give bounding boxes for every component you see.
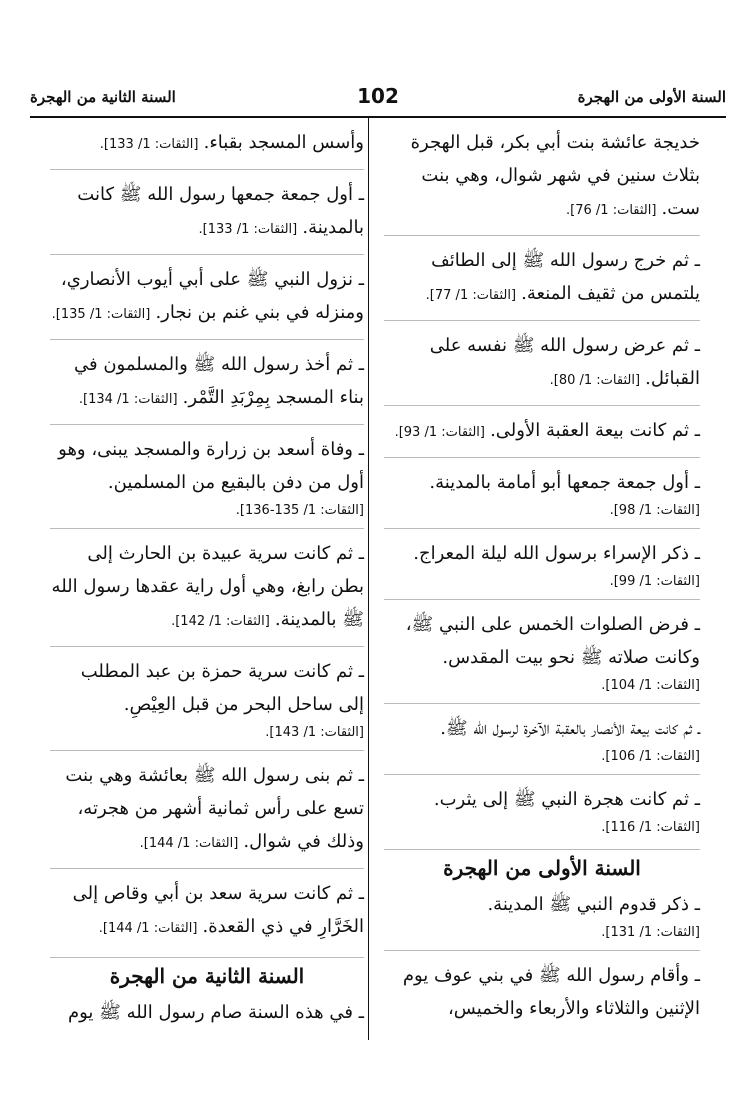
running-head-right: السنة الأولى من الهجرة — [577, 88, 726, 106]
text-entry — [50, 646, 364, 740]
entry-text: وأسس المسجد بقباء. — [203, 132, 364, 153]
column-divider — [368, 117, 369, 1040]
entry-text: ـ ثم كانت سرية سعد بن أبي وقاص إلى الخَرَّارِ في ذي القعدة. — [72, 883, 364, 937]
running-head-left: السنة الثانية من الهجرة — [30, 88, 176, 106]
page-header — [30, 84, 726, 112]
entry-text: ـ وفاة أسعد بن زرارة والمسجد يبنى، وهو أول من دفن بالبقيع من المسلمين. — [58, 439, 364, 493]
citation-ref: [الثقات: 1/ 76]. — [566, 203, 657, 218]
text-entry — [50, 254, 364, 329]
citation-ref: [الثقات: 1/ 133]. — [99, 137, 199, 152]
header-rule — [30, 116, 726, 118]
text-entry — [50, 996, 364, 1029]
citation-ref: [الثقات: 1/ 144]. — [98, 921, 198, 936]
entry-text: ـ ثم خرج رسول الله ﷺ إلى الطائف يلتمس من ثقيف المنعة. — [431, 250, 700, 304]
entry-text: ـ أول جمعة جمعها أبو أمامة بالمدينة. — [429, 472, 700, 493]
citation-ref: [الثقات: 1/ 93]. — [394, 425, 485, 440]
left-column — [50, 126, 364, 1039]
entry-text: ـ وأقام رسول الله ﷺ في بني عوف يوم الإثنين والثلاثاء والأربعاء والخميس، — [402, 965, 700, 1019]
text-entry — [50, 126, 364, 159]
citation-ref: [الثقات: 1/ 144]. — [139, 836, 239, 851]
text-entry — [50, 424, 364, 518]
entry-text: ـ ثم كانت بيعة الأنصار بالعقبة الآخرة لرسول الله ﷺ. — [440, 718, 700, 739]
citation-ref: [الثقات: 1/ 116]. — [601, 820, 700, 835]
citation-ref: [الثقات: 1/ 77]. — [425, 288, 517, 303]
entry-text: خديجة عائشة بنت أبي بكر، قبل الهجرة بثلاث سنين في شهر شوال، وهي بنت ست. — [410, 132, 700, 219]
entry-text: ـ ثم كانت بيعة العقبة الأولى. — [490, 420, 700, 441]
entry-text: ـ فرض الصلوات الخمس على النبي ﷺ، وكانت صلاته ﷺ نحو بيت المقدس. — [405, 614, 700, 668]
citation-ref: [الثقات: 1/ 98]. — [609, 503, 700, 518]
citation-ref: [الثقات: 1/ 143]. — [265, 725, 364, 740]
citation-ref: [الثقات: 1/ 133]. — [198, 222, 298, 237]
citation-ref: [الثقات: 1/ 106]. — [601, 749, 700, 764]
text-entry — [50, 528, 364, 636]
text-entry — [384, 888, 700, 940]
section-heading: السنة الأولى من الهجرة — [384, 849, 700, 880]
entry-text: ـ ثم كانت هجرة النبي ﷺ إلى يثرب. — [433, 789, 700, 810]
citation-ref: [الثقات: 1/ 131]. — [601, 925, 700, 940]
text-entry — [384, 703, 700, 764]
text-entry — [384, 457, 700, 518]
text-entry — [384, 599, 700, 693]
entry-text: ـ ثم كانت سرية عبيدة بن الحارث إلى بطن رابغ، وهي أول راية عقدها رسول الله ﷺ بالمدينة. — [51, 543, 364, 630]
entry-text: ـ ثم أخذ رسول الله ﷺ والمسلمون في بناء المسجد بِمِرْبَدِ التَّمْر. — [73, 354, 364, 408]
text-entry — [384, 235, 700, 310]
text-entry — [384, 126, 700, 225]
text-entry — [384, 528, 700, 589]
text-entry — [384, 774, 700, 835]
entry-text: ـ في هذه السنة صام رسول الله ﷺ يوم — [67, 1002, 364, 1023]
section-heading: السنة الثانية من الهجرة — [50, 957, 364, 988]
citation-ref: [الثقات: 1/ 80]. — [549, 373, 641, 388]
entry-text: ـ ثم عرض رسول الله ﷺ نفسه على القبائل. — [429, 335, 700, 389]
entry-text: ـ ذكر الإسراء برسول الله ليلة المعراج. — [413, 543, 700, 564]
text-entry — [50, 169, 364, 244]
citation-ref: [الثقات: 1/ 135-136]. — [235, 503, 364, 518]
citation-ref: [الثقات: 1/ 99]. — [609, 574, 700, 589]
text-entry — [384, 405, 700, 447]
citation-ref: [الثقات: 1/ 104]. — [601, 678, 700, 693]
entry-text: ـ أول جمعة جمعها رسول الله ﷺ كانت بالمدينة. — [77, 184, 364, 238]
citation-ref: [الثقات: 1/ 142]. — [171, 614, 270, 629]
entry-text: ـ ذكر قدوم النبي ﷺ المدينة. — [487, 894, 700, 915]
entry-text: ـ نزول النبي ﷺ على أبي أيوب الأنصاري، ومنزله في بني غنم بن نجار. — [60, 269, 364, 323]
page-number: 102 — [357, 84, 399, 108]
text-entry — [50, 339, 364, 414]
text-entry — [50, 750, 364, 858]
entry-text: ـ ثم كانت سرية حمزة بن عبد المطلب إلى ساحل البحر من قبل العِيْصِ. — [80, 661, 364, 715]
citation-ref: [الثقات: 1/ 134]. — [78, 392, 178, 407]
right-column — [384, 126, 700, 1035]
text-entry — [384, 320, 700, 395]
text-entry — [50, 868, 364, 943]
citation-ref: [الثقات: 1/ 135]. — [51, 307, 151, 322]
text-entry — [384, 950, 700, 1025]
entry-text: ـ ثم بنى رسول الله ﷺ بعائشة وهي بنت تسع على رأس ثمانية أشهر من هجرته، وذلك في شوال. — [65, 765, 364, 852]
